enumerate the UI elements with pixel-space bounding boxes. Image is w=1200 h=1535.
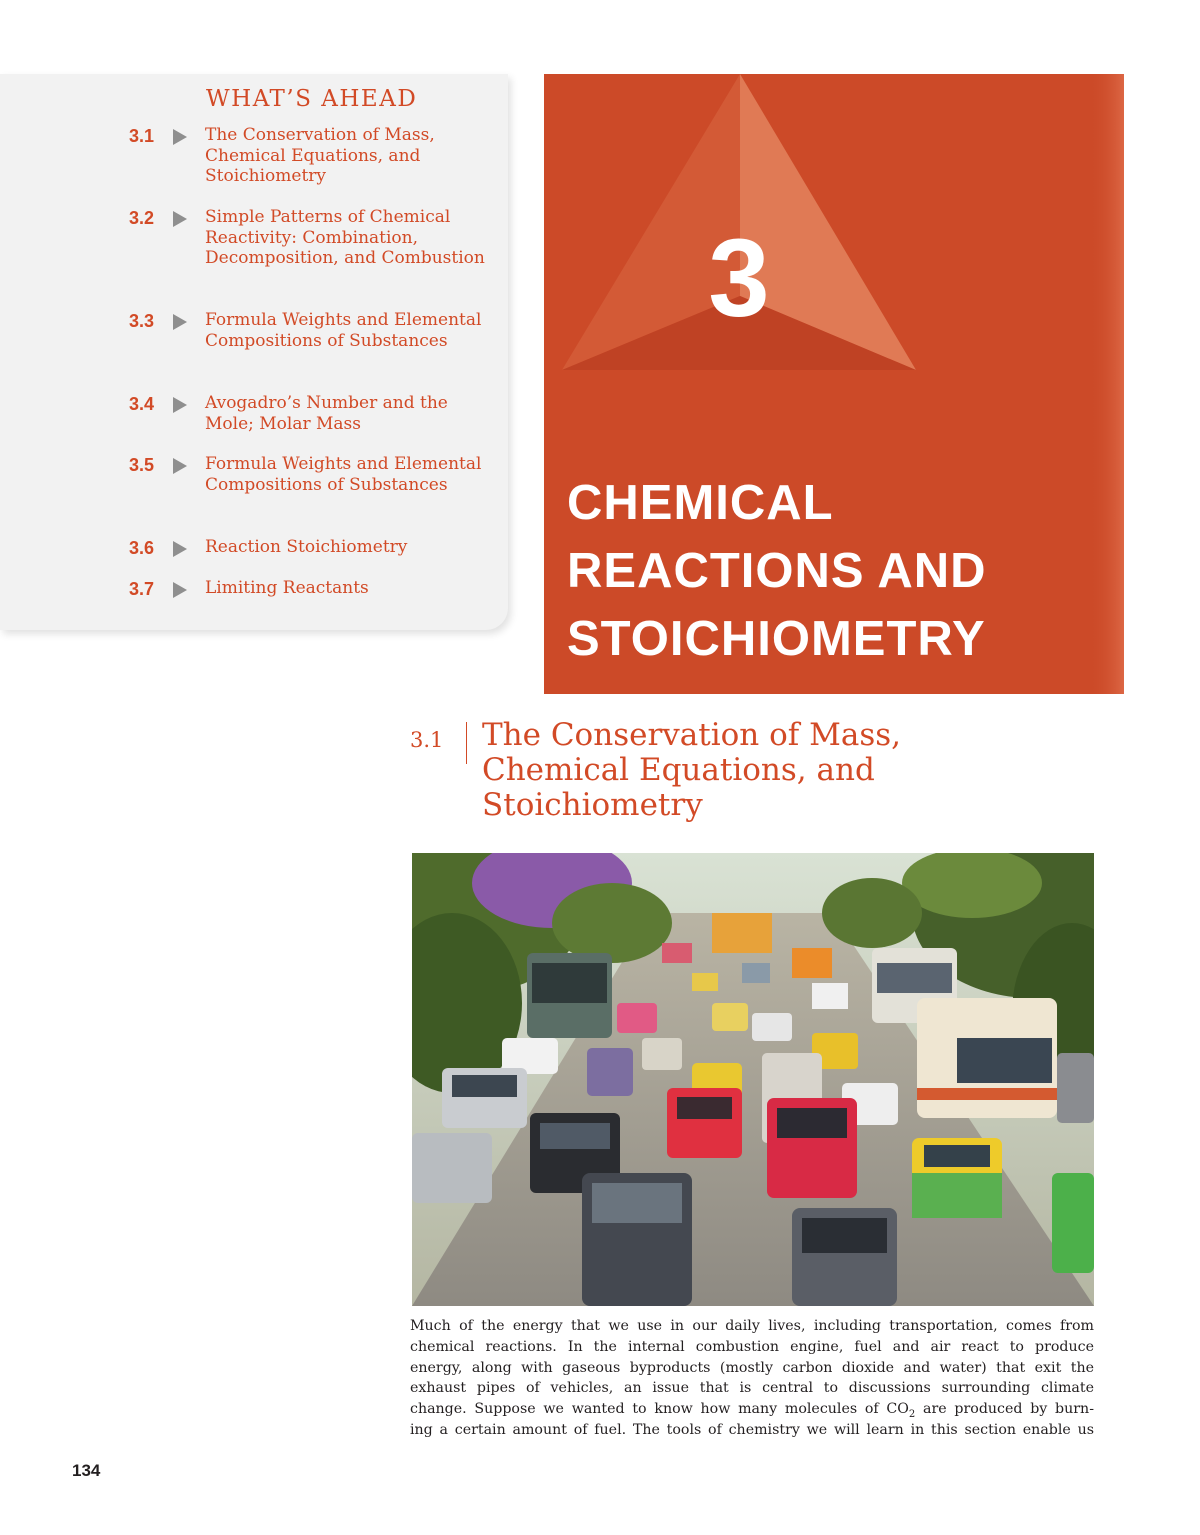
section-number: 3.6	[129, 538, 155, 558]
body-line: chemical reactions. In the internal combustion engine, fuel and air react to produce	[410, 1338, 1094, 1355]
triangle-arrow-icon	[173, 458, 187, 474]
traffic-photo	[412, 853, 1094, 1306]
section-number: 3.4	[129, 394, 155, 414]
body-line: ing a certain amount of fuel. The tools of chemistry we will learn in this section enable us	[410, 1421, 1094, 1438]
body-paragraph	[410, 1316, 1094, 1441]
body-text-fragment: change. Suppose we wanted to know how many molecules of CO	[410, 1401, 909, 1418]
whats-ahead-title: WHAT’S AHEAD	[206, 86, 418, 112]
section-link-text: Reaction Stoichiometry	[205, 537, 408, 557]
page-number: 134	[72, 1461, 101, 1480]
triangle-arrow-icon	[173, 129, 187, 145]
body-line-with-subscript	[410, 1399, 1094, 1420]
body-line: energy, along with gaseous byproducts (mostly carbon dioxide and water) that exit the	[410, 1359, 1094, 1376]
body-line: exhaust pipes of vehicles, an issue that is central to discussions surrounding climate	[410, 1380, 1094, 1397]
subscript: 2	[908, 1409, 916, 1421]
whats-ahead-list	[0, 74, 508, 630]
body-line: Much of the energy that we use in our daily lives, including transportation, comes from	[410, 1318, 1094, 1334]
chapter-banner	[544, 74, 1124, 694]
section-heading-number: 3.1	[410, 728, 444, 752]
section-title-line: Stoichiometry	[482, 787, 703, 823]
section-number: 3.3	[129, 311, 155, 331]
triangle-arrow-icon	[173, 211, 187, 227]
section-link-text: Avogadro’s Number and the Mole; Molar Mass	[205, 393, 448, 434]
chapter-title-line: REACTIONS AND	[567, 544, 987, 598]
triangle-arrow-icon	[173, 582, 187, 598]
section-title-line: Chemical Equations, and	[482, 752, 875, 788]
section-number: 3.5	[129, 455, 155, 475]
section-number: 3.2	[129, 208, 155, 228]
chapter-title	[567, 469, 1117, 673]
triangle-arrow-icon	[173, 314, 187, 330]
chapter-number: 3	[708, 217, 770, 340]
section-link-text: Simple Patterns of Chemical Reactivity: Combination, Decomposition, and Combustion	[205, 207, 485, 268]
chapter-title-line: CHEMICAL	[567, 476, 834, 530]
triangle-arrow-icon	[173, 541, 187, 557]
section-heading-divider	[466, 722, 467, 764]
section-number: 3.7	[129, 579, 155, 599]
triangle-arrow-icon	[173, 397, 187, 413]
section-number: 3.1	[129, 126, 155, 146]
section-link-text: The Conservation of Mass, Chemical Equations, and Stoichiometry	[205, 125, 435, 186]
body-text-fragment: are produced by burn-	[915, 1401, 1094, 1418]
section-title-line: The Conservation of Mass,	[482, 717, 901, 753]
whats-ahead-panel	[0, 74, 508, 630]
section-link-text: Limiting Reactants	[205, 578, 369, 598]
section-heading-title	[482, 718, 1042, 823]
chapter-title-line: STOICHIOMETRY	[567, 612, 986, 666]
section-link-text: Formula Weights and Elemental Compositions of Substances	[205, 454, 482, 495]
section-link-text: Formula Weights and Elemental Compositions of Substances	[205, 310, 482, 351]
